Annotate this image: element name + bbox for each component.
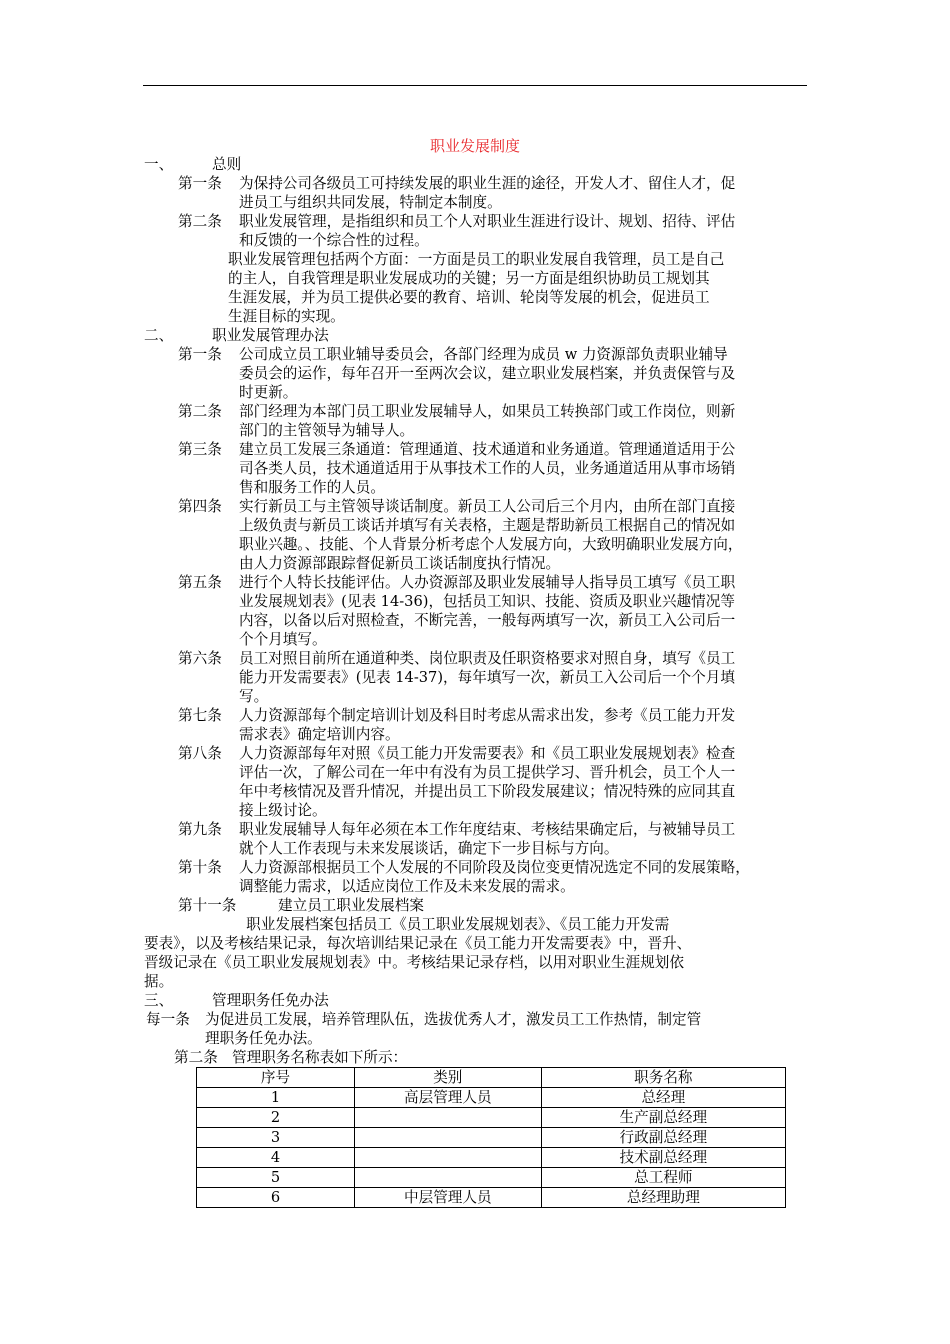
text-line: 的主人，自我管理是职业发展成功的关键；另一方面是组织协助员工规划其 bbox=[228, 270, 710, 287]
article bbox=[144, 440, 812, 497]
text-line: 公司成立员工职业辅导委员会，各部门经理为成员 w 力资源部负责职业辅导 bbox=[239, 346, 728, 363]
article-label: 第八条 bbox=[178, 745, 222, 762]
text-line: 由人力资源部跟踪督促新员工谈话制度执行情况。 bbox=[239, 555, 561, 572]
document-title: 职业发展制度 bbox=[429, 137, 520, 155]
text-line: 建立员工发展三条通道：管理通道、技术通道和业务通道。管理通道适用于公 bbox=[239, 441, 736, 458]
section-3-articles bbox=[144, 1010, 812, 1048]
text-line: 职业兴趣。、技能、个人背景分析考虑个人发展方向，大致明确职业发展方向， bbox=[239, 536, 743, 553]
text-line: 职业发展辅导人每年必须在本工作年度结束、考核结果确定后，与被辅导员工 bbox=[239, 821, 736, 838]
article bbox=[144, 820, 812, 858]
table-cell: 总工程师 bbox=[541, 1168, 785, 1188]
column-header: 职务名称 bbox=[541, 1068, 785, 1088]
article bbox=[144, 345, 812, 402]
text-line: 进行个人特长技能评估。人办资源部及职业发展辅导人指导员工填写《员工职 bbox=[239, 574, 736, 591]
job-title-table bbox=[196, 1067, 786, 1208]
article-text bbox=[239, 345, 812, 402]
article-text bbox=[239, 497, 812, 573]
section-number: 一、 bbox=[144, 156, 174, 173]
text-line: 上级负责与新员工谈话并填写有关表格，主题是帮助新员工根据自己的情况如 bbox=[239, 517, 736, 534]
article-text bbox=[239, 212, 812, 250]
article-label: 第一条 bbox=[178, 175, 222, 192]
article-2 bbox=[174, 1048, 812, 1067]
section-number: 三、 bbox=[144, 992, 174, 1009]
table-row bbox=[197, 1128, 786, 1148]
article bbox=[144, 1010, 812, 1048]
section-title: 管理职务任免办法 bbox=[212, 992, 329, 1009]
section-2-articles bbox=[144, 345, 812, 896]
article-label: 第九条 bbox=[178, 821, 222, 838]
section-2-heading bbox=[144, 326, 812, 345]
text-line: 人力资源部每年对照《员工能力开发需要表》和《员工职业发展规划表》检查 bbox=[239, 745, 736, 762]
column-header: 序号 bbox=[197, 1068, 355, 1088]
article-label: 第二条 bbox=[178, 403, 222, 420]
table-cell: 总经理 bbox=[541, 1088, 785, 1108]
text-line: 能力开发需要表》(见表 14-37)，每年填写一次，新员工入公司后一个个月填 bbox=[239, 669, 735, 686]
text-line: 接上级讨论。 bbox=[239, 802, 327, 819]
table-cell bbox=[354, 1128, 541, 1148]
table-cell: 5 bbox=[197, 1168, 355, 1188]
article-label: 第二条 bbox=[174, 1049, 218, 1066]
article-label: 第二条 bbox=[178, 213, 222, 230]
text-line: 部门的主管领导为辅导人。 bbox=[239, 422, 415, 439]
header-rule bbox=[143, 85, 807, 86]
text-line: 职业发展管理，是指组织和员工个人对职业生涯进行设计、规划、招待、评估 bbox=[239, 213, 736, 230]
article-text: 管理职务名称表如下所示： bbox=[232, 1049, 408, 1066]
table-row bbox=[197, 1168, 786, 1188]
table-cell: 行政副总经理 bbox=[541, 1128, 785, 1148]
text-line: 为保持公司各级员工可持续发展的职业生涯的途径，开发人才、留住人才，促 bbox=[239, 175, 736, 192]
text-line: 内容，以备以后对照检查，不断完善，一般每两填写一次，新员工入公司后一 bbox=[239, 612, 736, 629]
article-text bbox=[239, 820, 812, 858]
document-body bbox=[144, 155, 812, 1208]
table-cell: 高层管理人员 bbox=[354, 1088, 541, 1108]
section-3-heading bbox=[144, 991, 812, 1010]
table-row bbox=[197, 1148, 786, 1168]
text-line: 就个人工作表现与未来发展谈话，确定下一步目标与方向。 bbox=[239, 840, 619, 857]
article-11 bbox=[178, 896, 812, 915]
article bbox=[144, 402, 812, 440]
text-line: 售和服务工作的人员。 bbox=[239, 479, 385, 496]
article-label: 第五条 bbox=[178, 574, 222, 591]
text-line: 调整能力需求，以适应岗位工作及未来发展的需求。 bbox=[239, 878, 575, 895]
table-cell: 总经理助理 bbox=[541, 1188, 785, 1208]
article bbox=[144, 706, 812, 744]
table-cell: 3 bbox=[197, 1128, 355, 1148]
article-label: 每一条 bbox=[146, 1011, 190, 1028]
table-cell: 中层管理人员 bbox=[354, 1188, 541, 1208]
text-line: 委员会的运作，每年召开一至两次会议，建立职业发展档案，并负责保管与及 bbox=[239, 365, 736, 382]
article-11-paragraph bbox=[144, 915, 812, 991]
text-line: 生涯发展，并为员工提供必要的教育、培训、轮岗等发展的机会，促进员工 bbox=[228, 289, 710, 306]
article-label: 第十条 bbox=[178, 859, 222, 876]
table-cell: 6 bbox=[197, 1188, 355, 1208]
column-header: 类别 bbox=[354, 1068, 541, 1088]
text-line: 个个月填写。 bbox=[239, 631, 327, 648]
article-label: 第三条 bbox=[178, 441, 222, 458]
text-line: 和反馈的一个综合性的过程。 bbox=[239, 232, 429, 249]
text-line: 为促进员工发展，培养管理队伍，选拔优秀人才，激发员工工作热情，制定管 bbox=[205, 1011, 702, 1028]
article-label: 第七条 bbox=[178, 707, 222, 724]
text-line: 实行新员工与主管领导谈话制度。新员工人公司后三个月内，由所在部门直接 bbox=[239, 498, 736, 515]
text-line: 进员工与组织共同发展，特制定本制度。 bbox=[239, 194, 502, 211]
text-line: 职业发展档案包括员工《员工职业发展规划表》、《员工能力开发需 bbox=[144, 916, 670, 933]
table-cell: 2 bbox=[197, 1108, 355, 1128]
text-line: 人力资源部每个制定培训计划及科目时考虑从需求出发，参考《员工能力开发 bbox=[239, 707, 736, 724]
article-text bbox=[239, 573, 812, 649]
text-line: 评估一次，了解公司在一年中有没有为员工提供学习、晋升机会，员工个人一 bbox=[239, 764, 736, 781]
text-line: 理职务任免办法。 bbox=[205, 1030, 322, 1047]
article-text bbox=[239, 440, 812, 497]
article bbox=[144, 744, 812, 820]
article bbox=[144, 212, 812, 250]
article-text bbox=[239, 649, 812, 706]
table-cell: 生产副总经理 bbox=[541, 1108, 785, 1128]
article-label: 第一条 bbox=[178, 346, 222, 363]
text-line: 据。 bbox=[144, 973, 174, 990]
text-line: 员工对照目前所在通道种类、岗位职责及任职资格要求对照自身，填写《员工 bbox=[239, 650, 736, 667]
article-text bbox=[239, 858, 812, 896]
text-line: 时更新。 bbox=[239, 384, 298, 401]
text-line: 年中考核情况及晋升情况，并提出员工下阶段发展建议；情况特殊的应同其直 bbox=[239, 783, 736, 800]
table-cell bbox=[354, 1168, 541, 1188]
article-text: 建立员工职业发展档案 bbox=[278, 897, 424, 914]
text-line: 部门经理为本部门员工职业发展辅导人，如果员工转换部门或工作岗位，则新 bbox=[239, 403, 736, 420]
text-line: 业发展规划表》(见表 14-36)，包括员工知识、技能、资质及职业兴趣情况等 bbox=[239, 593, 735, 610]
table-cell: 4 bbox=[197, 1148, 355, 1168]
text-line: 人力资源部根据员工个人发展的不同阶段及岗位变更情况选定不同的发展策略， bbox=[239, 859, 750, 876]
section-1-paragraph bbox=[228, 250, 811, 326]
article bbox=[144, 573, 812, 649]
article-label: 第六条 bbox=[178, 650, 222, 667]
table-row bbox=[197, 1108, 786, 1128]
article-text bbox=[205, 1010, 785, 1048]
table-cell bbox=[354, 1148, 541, 1168]
table-cell bbox=[354, 1108, 541, 1128]
table-cell: 1 bbox=[197, 1088, 355, 1108]
article-text bbox=[239, 402, 812, 440]
text-line: 生涯目标的实现。 bbox=[228, 308, 345, 325]
section-1-articles bbox=[144, 174, 812, 250]
text-line: 司各类人员，技术通道适用于从事技术工作的人员，业务通道适用从事市场销 bbox=[239, 460, 736, 477]
text-line: 职业发展管理包括两个方面：一方面是员工的职业发展自我管理，员工是自己 bbox=[228, 251, 725, 268]
section-number: 二、 bbox=[144, 327, 174, 344]
text-line: 写。 bbox=[239, 688, 269, 705]
table-cell: 技术副总经理 bbox=[541, 1148, 785, 1168]
article bbox=[144, 174, 812, 212]
article bbox=[144, 649, 812, 706]
article bbox=[144, 858, 812, 896]
article bbox=[144, 497, 812, 573]
text-line: 要表》，以及考核结果记录，每次培训结果记录在《员工能力开发需要表》中，晋升、 bbox=[144, 935, 692, 952]
article-text bbox=[239, 706, 812, 744]
table-row bbox=[197, 1088, 786, 1108]
text-line: 晋级记录在《员工职业发展规划表》中。考核结果记录存档，以用对职业生涯规划依 bbox=[144, 954, 684, 971]
article-text bbox=[239, 174, 812, 212]
article-text bbox=[239, 744, 812, 820]
article-label: 第四条 bbox=[178, 498, 222, 515]
table-row bbox=[197, 1188, 786, 1208]
section-title: 职业发展管理办法 bbox=[212, 327, 329, 344]
text-line: 需求表》确定培训内容。 bbox=[239, 726, 400, 743]
article-label: 第十一条 bbox=[178, 897, 237, 914]
section-title: 总则 bbox=[212, 156, 242, 173]
section-1-heading bbox=[144, 155, 812, 174]
table-header-row bbox=[197, 1068, 786, 1088]
